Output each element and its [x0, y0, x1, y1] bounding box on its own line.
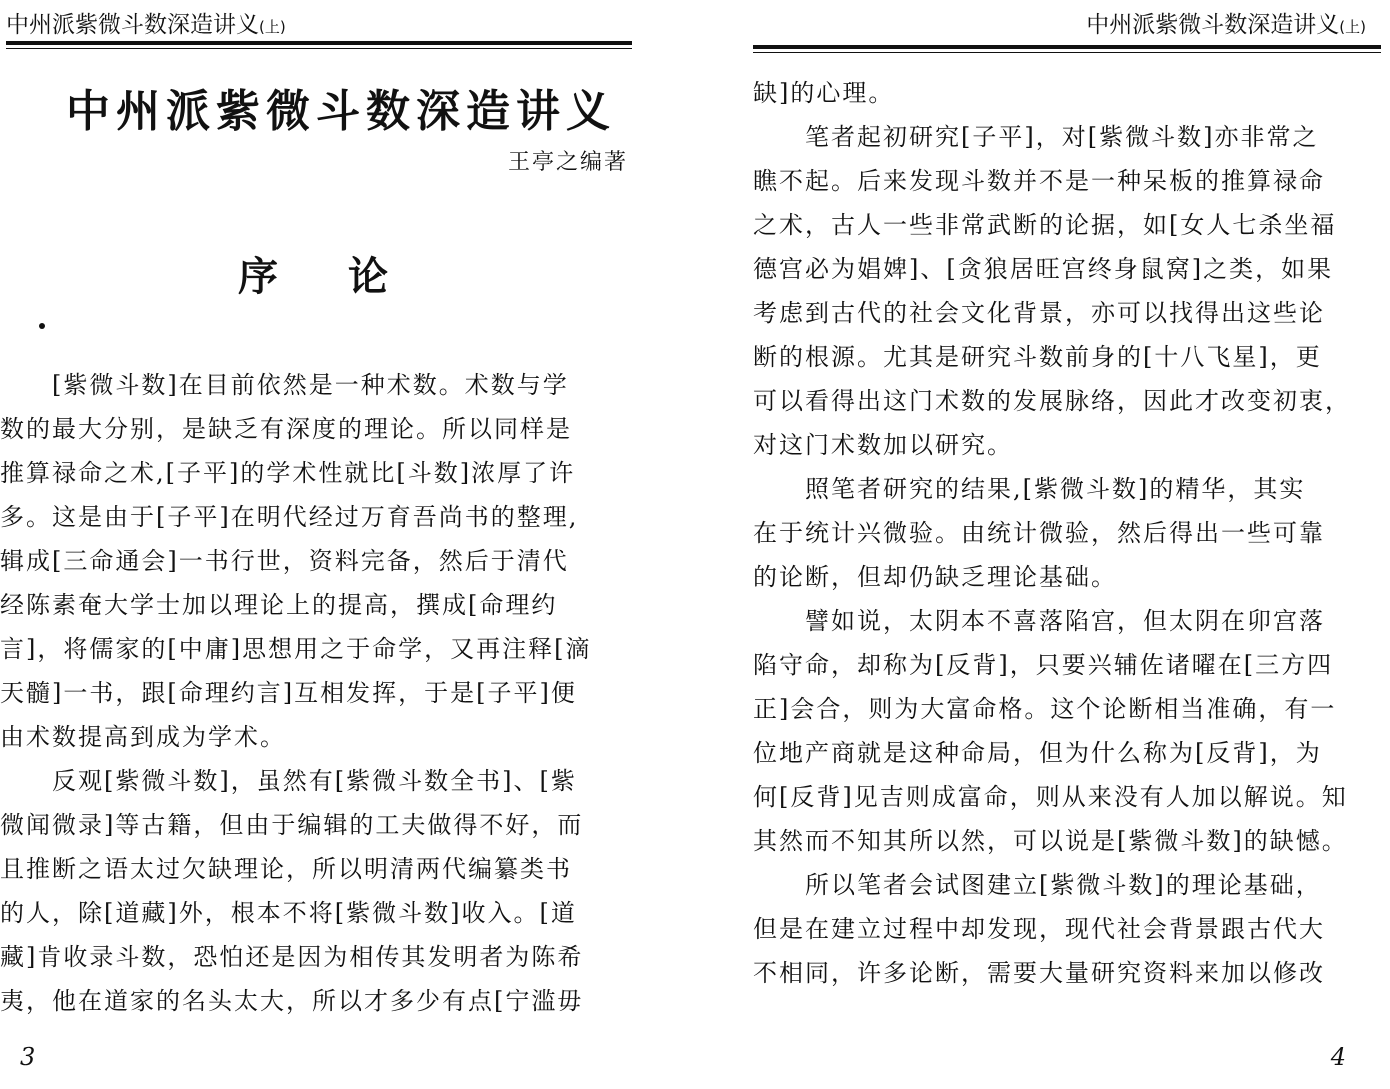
author: 王亭之编著	[507, 150, 628, 175]
text-line: 经陈素奄大学士加以理论上的提高，撰成[命理约	[0, 591, 558, 619]
header-volume: (上)	[1339, 18, 1366, 36]
text-line: 考虑到古代的社会文化背景，亦可以找得出这些论	[753, 299, 1325, 327]
header-volume: (上)	[259, 18, 286, 36]
text-line: 天髓]一书，跟[命理约言]互相发挥，于是[子平]便	[0, 679, 577, 707]
text-line: 之术，古人一些非常武断的论据，如[女人七杀坐福	[753, 211, 1337, 239]
text-line: 断的根源。尤其是研究斗数前身的[十八飞星]，更	[753, 343, 1322, 371]
header-title: 中州派紫微斗数深造讲义	[1086, 12, 1340, 38]
text-line: 对这门术数加以研究。	[753, 431, 1013, 459]
text-line: 可以看得出这门术数的发展脉络，因此才改变初衷，	[753, 387, 1351, 415]
right-body-text	[753, 71, 1390, 995]
text-line: 德宫必为娼婢]、[贪狼居旺宫终身鼠窝]之类，如果	[753, 255, 1334, 283]
text-line: 正]会合，则为大富命格。这个论断相当准确，有一	[753, 695, 1337, 723]
running-header-right	[1086, 6, 1366, 39]
text-line: 的人，除[道藏]外，根本不将[紫微斗数]收入。[道	[0, 899, 577, 927]
text-line: 多。这是由于[子平]在明代经过万育吾尚书的整理,	[0, 503, 579, 531]
left-page	[0, 0, 660, 1089]
text-line: 在于统计兴微验。由统计微验，然后得出一些可靠	[753, 519, 1325, 547]
header-rule-thin	[753, 52, 1381, 53]
text-line: 陷守命，却称为[反背]，只要兴辅佐诸曜在[三方四	[753, 651, 1334, 679]
text-line: 的论断，但却仍缺乏理论基础。	[753, 563, 1117, 591]
text-line: 位地产商就是这种命局，但为什么称为[反背]，为	[753, 739, 1322, 767]
header-rule-thin	[6, 48, 632, 49]
text-line: 其然而不知其所以然，可以说是[紫微斗数]的缺憾。	[753, 827, 1348, 855]
text-line: 何[反背]见吉则成富命，则从来没有人加以解说。知	[753, 783, 1348, 811]
book-title: 中州派紫微斗数深造讲义	[66, 86, 616, 137]
text-line: 笔者起初研究[子平]，对[紫微斗数]亦非常之	[753, 123, 1319, 151]
left-body-text	[0, 363, 660, 1023]
header-title: 中州派紫微斗数深造讲义	[6, 12, 259, 38]
section-title: 序论	[238, 253, 458, 300]
text-line: 言]，将儒家的[中庸]思想用之于命学，又再注释[滴	[0, 635, 592, 663]
text-line: [紫微斗数]在目前依然是一种术数。术数与学	[0, 371, 569, 399]
text-line: 所以笔者会试图建立[紫微斗数]的理论基础，	[753, 871, 1322, 899]
page-number-right: 4	[1330, 1043, 1346, 1071]
book-gutter	[680, 0, 700, 1089]
text-line: 照笔者研究的结果,[紫微斗数]的精华，其实	[753, 475, 1306, 503]
right-page	[720, 0, 1390, 1089]
text-line: 辑成[三命通会]一书行世，资料完备，然后于清代	[0, 547, 569, 575]
text-line: 但是在建立过程中却发现，现代社会背景跟古代大	[753, 915, 1325, 943]
text-line: 数的最大分别，是缺乏有深度的理论。所以同样是	[0, 415, 572, 443]
text-line: 瞧不起。后来发现斗数并不是一种呆板的推算禄命	[753, 167, 1325, 195]
text-line: 譬如说，太阴本不喜落陷宫，但太阴在卯宫落	[753, 607, 1325, 635]
page-number-left: 3	[20, 1043, 36, 1071]
running-header-left	[6, 6, 286, 39]
text-line: 微闻微录]等古籍，但由于编辑的工夫做得不好，而	[0, 811, 584, 839]
text-line: 且推断之语太过欠缺理论，所以明清两代编纂类书	[0, 855, 572, 883]
text-line: 夷，他在道家的名头太大，所以才多少有点[宁滥毋	[0, 987, 584, 1015]
text-line: 推算禄命之术,[子平]的学术性就比[斗数]浓厚了许	[0, 459, 576, 487]
text-line: 藏]肯收录斗数，恐怕还是因为相传其发明者为陈希	[0, 943, 584, 971]
text-line: 反观[紫微斗数]，虽然有[紫微斗数全书]、[紫	[0, 767, 577, 795]
stray-dot	[39, 323, 45, 329]
text-line: 由术数提高到成为学术。	[0, 723, 286, 751]
text-line: 不相同，许多论断，需要大量研究资料来加以修改	[753, 959, 1325, 987]
header-rule-thick	[6, 41, 632, 45]
text-line: 缺]的心理。	[753, 79, 895, 107]
header-rule-thick	[753, 45, 1381, 49]
